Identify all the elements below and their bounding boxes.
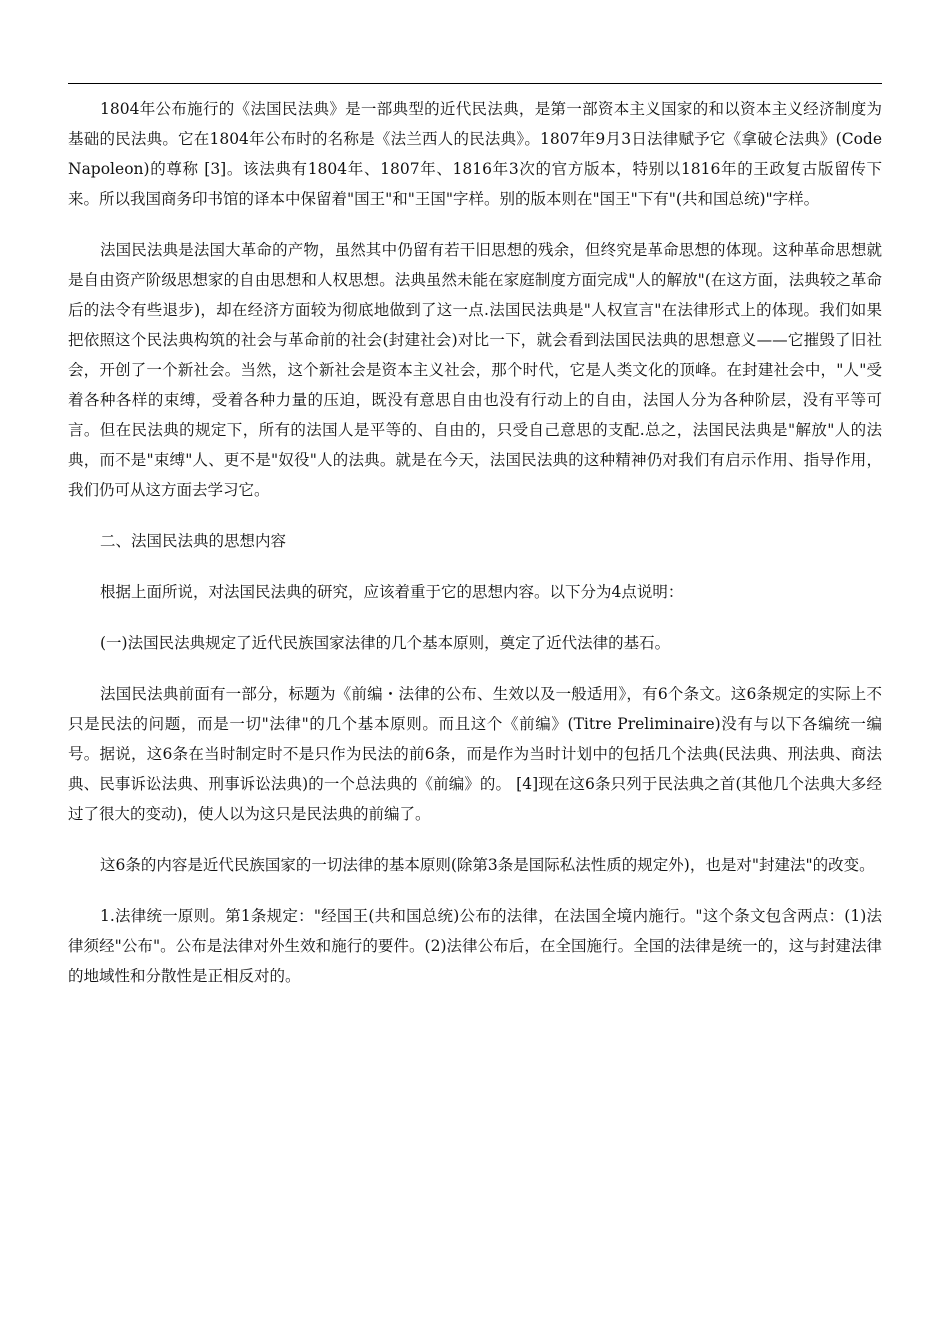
- paragraph-six-articles: 这6条的内容是近代民族国家的一切法律的基本原则(除第3条是国际私法性质的规定外)，也是对"封建法"的改变。: [100, 856, 875, 874]
- paragraph-revolution-product: 法国民法典是法国大革命的产物，虽然其中仍留有若干旧思想的残余，但终究是革命思想的体现。这种革命思想就是自由资产阶级思想家的自由思想和人权思想。法典虽然未能在家庭制度方面完成"人的解放"(在这方面，法典较之革命后的法令有些退步)，却在经济方面较为彻底地做到了这一点.法国民法典是"人权宣言"在法律形式上的体现。我们如果把依照这个民法典构筑的社会与革命前的社会(封建社会)对比一下，就会看到法国民法典的思想意义——它摧毁了旧社会，开创了一个新社会。当然，这个新社会是资本主义社会，那个时代，它是人类文化的顶峰。在封建社会中，"人"受着各种各样的束缚，受着各种力量的压迫，既没有意思自由也没有行动上的自由，法国人分为各种阶层，没有平等可言。但在民法典的规定下，所有的法国人是平等的、自由的，只受自己意思的支配.总之，法国民法典是"解放"人的法典，而不是"束缚"人、更不是"奴役"人的法典。就是在今天，法国民法典的这种精神仍对我们有启示作用、指导作用，我们仍可从这方面去学习它。: [68, 241, 882, 499]
- document-body: [68, 94, 882, 1012]
- paragraph-napoleon-code-intro: 1804年公布施行的《法国民法典》是一部典型的近代民法典，是第一部资本主义国家的和以资本主义经济制度为基础的民法典。它在1804年公布时的名称是《法兰西人的民法典》。1807年9月3日法律赋予它《拿破仑法典》(Code Napoleon)的尊称 [3]。该法典有1804年、1807年、1816年3次的官方版本，特别以1816年的王政复古版留传下来。所以我国商务印书馆的译本中保留着"国王"和"王国"字样。别的版本则在"国王"下有"(共和国总统)"字样。: [68, 100, 882, 208]
- subheading-basic-principles: (一)法国民法典规定了近代民族国家法律的几个基本原则，奠定了近代法律的基石。: [100, 634, 671, 652]
- paragraph-preliminary-title: 法国民法典前面有一部分，标题为《前编・法律的公布、生效以及一般适用》，有6个条文。这6条规定的实际上不只是民法的问题，而是一切"法律"的几个基本原则。而且这个《前编》(Titre Preliminaire)没有与以下各编统一编号。据说，这6条在当时制定时不是只作为民法的前6条，而是作为当时计划中的包括几个法典(民法典、刑法典、商法典、民事诉讼法典、刑事诉讼法典)的一个总法典的《前编》的。 [4]现在这6条只列于民法典之首(其他几个法典大多经过了很大的变动)，使人以为这只是民法典的前编了。: [68, 685, 882, 823]
- paragraph-four-points: 根据上面所说，对法国民法典的研究，应该着重于它的思想内容。以下分为4点说明：: [100, 583, 684, 601]
- section-heading-ideological-content: 二、法国民法典的思想内容: [100, 532, 287, 550]
- header-rule: [68, 83, 882, 84]
- paragraph-legal-unity-principle: 1.法律统一原则。第1条规定："经国王(共和国总统)公布的法律，在法国全境内施行。"这个条文包含两点：(1)法律须经"公布"。公布是法律对外生效和施行的要件。(2)法律公布后，在全国施行。全国的法律是统一的，这与封建法律的地域性和分散性是正相反对的。: [68, 907, 882, 985]
